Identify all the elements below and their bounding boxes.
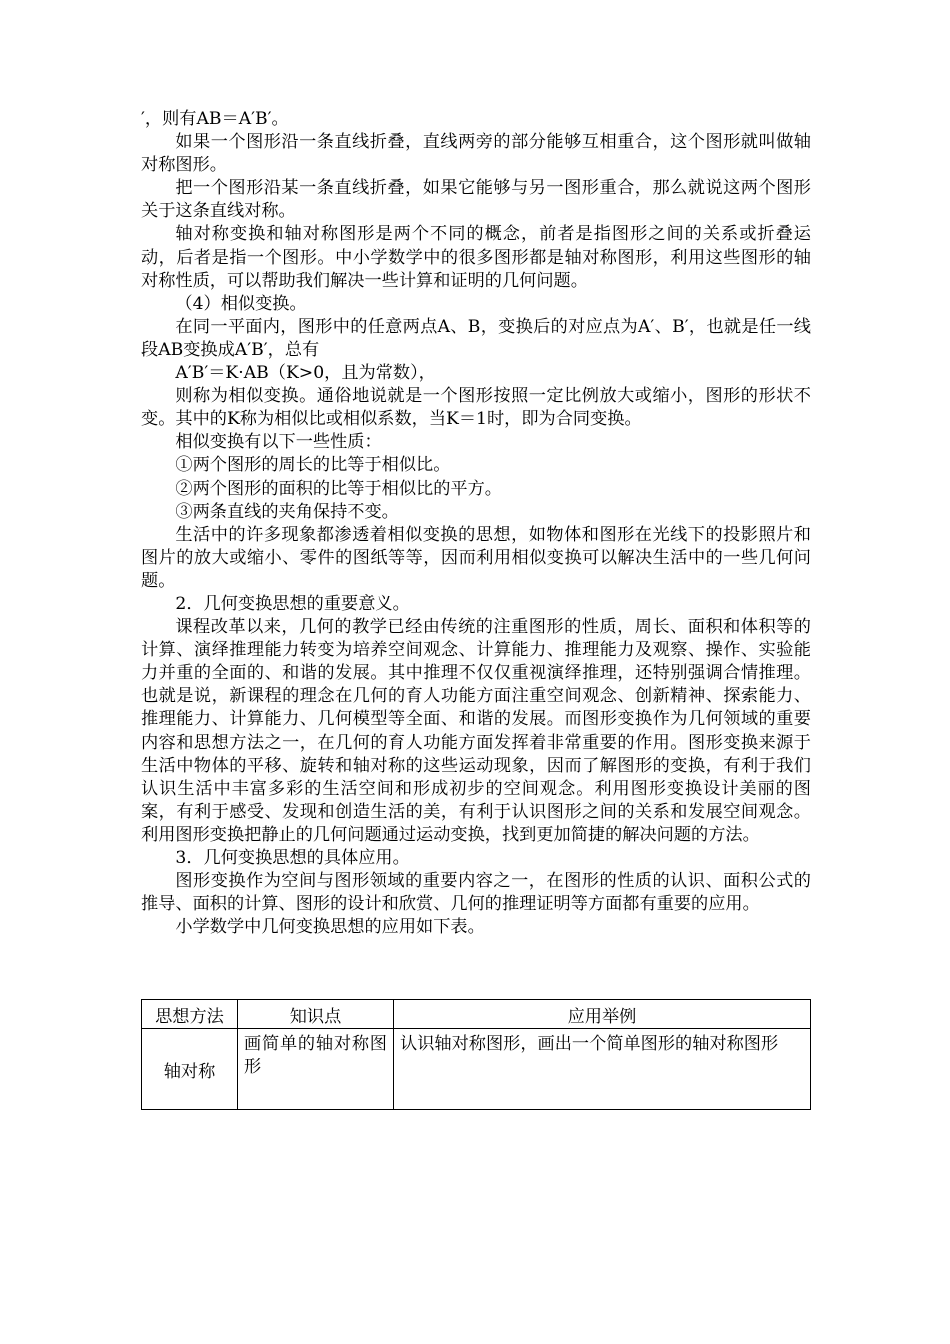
- paragraph: 相似变换有以下一些性质：: [175, 432, 382, 453]
- paragraph: ′，则有AB＝A′B′。: [141, 109, 289, 129]
- table-header-row: [142, 1000, 811, 1029]
- paragraph: 把一个图形沿某一条直线折叠，如果它能够与另一图形重合，那么就说这两个图形关于这条直线对称。: [141, 178, 811, 222]
- section-heading: （4）相似变换。: [175, 293, 307, 314]
- paragraph: 小学数学中几何变换思想的应用如下表。: [175, 917, 485, 938]
- paragraph: 生活中的许多现象都渗透着相似变换的思想，如物体和图形在光线下的投影照片和图片的放大或缩小、零件的图纸等等，因而利用相似变换可以解决生活中的一些几何问题。: [141, 524, 811, 591]
- table-cell: 认识轴对称图形，画出一个简单图形的轴对称图形: [394, 1029, 811, 1110]
- paragraph: 如果一个图形沿一条直线折叠，直线两旁的部分能够互相重合，这个图形就叫做轴对称图形。: [141, 132, 811, 176]
- paragraph: 图形变换作为空间与图形领域的重要内容之一，在图形的性质的认识、面积公式的推导、面积的计算、图形的设计和欣赏、几何的推理证明等方面都有重要的应用。: [141, 871, 811, 915]
- paragraph: 则称为相似变换。通俗地说就是一个图形按照一定比例放大或缩小，图形的形状不变。其中的K称为相似比或相似系数，当K＝1时，即为合同变换。: [141, 386, 811, 430]
- paragraph: 在同一平面内，图形中的任意两点A、B，变换后的对应点为A′、B′，也就是任一线段AB变换成A′B′，总有: [141, 316, 811, 360]
- list-item: ②两个图形的面积的比等于相似比的平方。: [175, 478, 502, 499]
- formula-line: A′B′＝K·AB（K>0，且为常数），: [175, 363, 436, 384]
- application-table: [141, 999, 811, 1110]
- table-row: [142, 1029, 811, 1110]
- table-cell: 画简单的轴对称图形: [238, 1029, 394, 1110]
- table-header-cell: 思想方法: [142, 1000, 238, 1029]
- list-item: ①两个图形的周长的比等于相似比。: [175, 455, 451, 476]
- paragraph: 课程改革以来，几何的教学已经由传统的注重图形的性质，周长、面积和体积等的计算、演绎推理能力转变为培养空间观念、计算能力、推理能力及观察、操作、实验能力并重的全面的、和谐的发展。其中推理不仅仅重视演绎推理，还特别强调合情推理。也就是说，新课程的理念在几何的育人功能方面注重空间观念、创新精神、探索能力、推理能力、计算能力、几何模型等全面、和谐的发展。而图形变换作为几何领域的重要内容和思想方法之一，在几何的育人功能方面发挥着非常重要的作用。图形变换来源于生活中物体的平移、旋转和轴对称的这些运动现象，因而了解图形的变换，有利于我们认识生活中丰富多彩的生活空间和形成初步的空间观念。利用图形变换设计美丽的图案，有利于感受、发现和创造生活的美，有利于认识图形之间的关系和发展空间观念。利用图形变换把静止的几何问题通过运动变换，找到更加简捷的解决问题的方法。: [141, 617, 811, 845]
- section-heading: 2．几何变换思想的重要意义。: [175, 593, 410, 614]
- document-body: [141, 108, 811, 939]
- list-item: ③两条直线的夹角保持不变。: [175, 501, 399, 522]
- section-heading: 3．几何变换思想的具体应用。: [175, 848, 410, 868]
- table-cell: 轴对称: [142, 1029, 238, 1110]
- paragraph: 轴对称变换和轴对称图形是两个不同的概念，前者是指图形之间的关系或折叠运动，后者是指一个图形。中小学数学中的很多图形都是轴对称图形，利用这些图形的轴对称性质，可以帮助我们解决一些计算和证明的几何问题。: [141, 224, 811, 291]
- table-header-cell: 应用举例: [394, 1000, 811, 1029]
- table-header-cell: 知识点: [238, 1000, 394, 1029]
